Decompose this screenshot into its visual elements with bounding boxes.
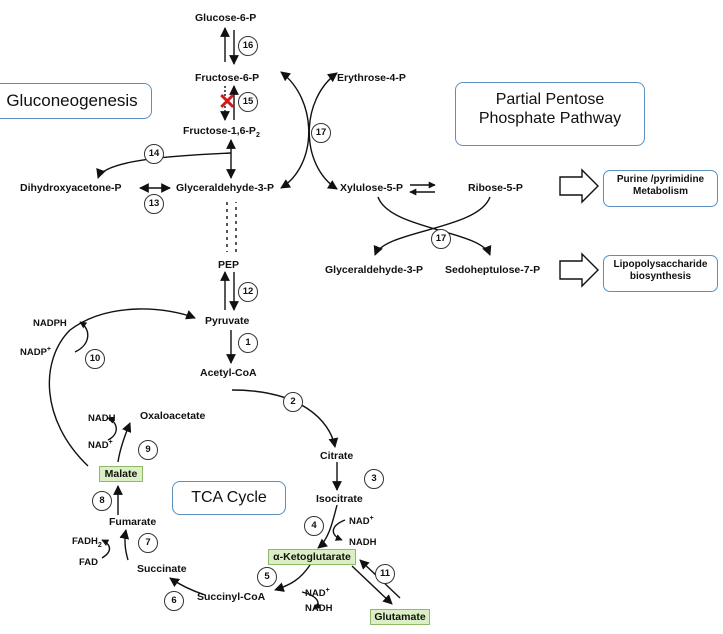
cofactor-nadh-akg: NADH [305,603,333,614]
step-12: 12 [238,282,258,302]
metabolite-fructose-1-6-p2 [183,125,260,142]
cofactor-nad-malate [88,437,113,451]
step-15: 15 [238,92,258,112]
arrow-f6p-g3p-transketolase [281,72,309,188]
cofactor-nadp [20,344,51,358]
metabolite-fructose-6-p: Fructose-6-P [195,72,260,84]
step-7: 7 [138,533,158,553]
nad-malate-text: NAD [88,440,109,452]
cofactor-nad-icd [349,513,374,527]
fadh2-text: FADH [72,536,98,547]
metabolite-oxaloacetate: Oxaloacetate [140,410,206,422]
arrow-nadp-to-nadph [75,322,88,352]
step-6: 6 [164,591,184,611]
gluconeogenesis-title-box [0,83,152,119]
step-11: 11 [375,564,395,584]
gluconeogenesis-title: Gluconeogenesis [6,91,138,110]
nadp-superscript: + [46,346,52,353]
step-16: 16 [238,36,258,56]
tca-cycle-title: TCA Cycle [191,489,267,506]
step-17-ppp: 17 [431,229,451,249]
metabolite-succinate: Succinate [137,563,187,575]
lps-line2: biosynthesis [629,271,692,282]
metabolite-ribose-5-p: Ribose-5-P [468,182,523,194]
tca-cycle-title-box [172,481,286,515]
step-4: 4 [304,516,324,536]
arrow-to-lps [560,254,598,286]
pentose-phosphate-title-box [455,82,645,146]
fadh2-subscript: 2 [97,541,102,549]
nad-icd-text: NAD [349,516,370,528]
metabolite-pyruvate: Pyruvate [205,315,250,327]
cofactor-nad-akg [305,585,330,599]
step-14: 14 [144,144,164,164]
purine-line2: Metabolism [632,186,688,197]
purine-pyrimidine-box [603,170,718,207]
metabolite-erythrose-4-p: Erythrose-4-P [337,72,406,84]
step-8: 8 [92,491,112,511]
metabolite-citrate: Citrate [320,450,354,462]
metabolite-malate: Malate [99,466,143,482]
cofactor-fadh2 [72,536,102,551]
metabolite-acetyl-coa: Acetyl-CoA [200,367,257,379]
nad-akg-superscript: + [325,587,330,594]
step-1: 1 [238,333,258,353]
step-13: 13 [144,194,164,214]
cofactor-nadh-icd: NADH [349,537,377,548]
metabolite-dihydroxyacetone-p: Dihydroxyacetone-P [20,182,122,194]
metabolite-succinyl-coa: Succinyl-CoA [197,591,266,603]
metabolite-glucose-6-p: Glucose-6-P [195,12,257,24]
metabolite-glyceraldehyde-3-p: Glyceraldehyde-3-P [176,182,275,194]
step-5: 5 [257,567,277,587]
metabolite-isocitrate: Isocitrate [316,493,363,505]
arrow-step14-to-dhap [98,153,231,178]
pentose-title-line2: Phosphate Pathway [478,110,622,127]
step-2: 2 [283,392,303,412]
metabolite-sedoheptulose-7-p: Sedoheptulose-7-P [445,264,541,276]
metabolite-alpha-ketoglutarate: α-Ketoglutarate [268,549,356,565]
step-3: 3 [364,469,384,489]
nad-akg-text: NAD [305,588,326,600]
nad-malate-superscript: + [108,439,113,446]
step-9: 9 [138,440,158,460]
cofactor-nadh-malate: NADH [88,413,116,424]
nadp-text: NADP [20,347,47,359]
step-17-transketolase: 17 [311,123,331,143]
arrow-succinate-to-fumarate [125,530,128,560]
metabolite-xylulose-5-p: Xylulose-5-P [340,182,404,194]
metabolite-fumarate: Fumarate [109,516,157,528]
fructose-16p2-text: Fructose-1,6-P [183,125,256,137]
metabolite-pep: PEP [218,259,240,271]
lps-line1: Lipopolysaccharide [613,259,708,270]
cofactor-fad: FAD [79,557,98,568]
blocked-reaction-mark: ✕ [218,89,237,114]
arrow-nad-to-nadh-icd [333,520,345,540]
cofactor-nadph: NADPH [33,318,67,329]
metabolite-glutamate: Glutamate [370,609,430,625]
arrow-to-purine [560,170,598,202]
purine-line1: Purine /pyrimidine [616,174,705,185]
step-10: 10 [85,349,105,369]
arrow-x5p-to-g3p [375,197,490,255]
nad-icd-superscript: + [369,515,374,522]
arrow-malate-to-oxaloacetate [118,423,130,462]
pentose-title-line1: Partial Pentose [495,91,605,108]
lipopolysaccharide-box [603,255,718,292]
arrow-fad-to-fadh2 [102,540,110,558]
metabolite-glyceraldehyde-3-p-ppp: Glyceraldehyde-3-P [325,264,424,276]
fructose-16p2-subscript: 2 [255,132,260,140]
